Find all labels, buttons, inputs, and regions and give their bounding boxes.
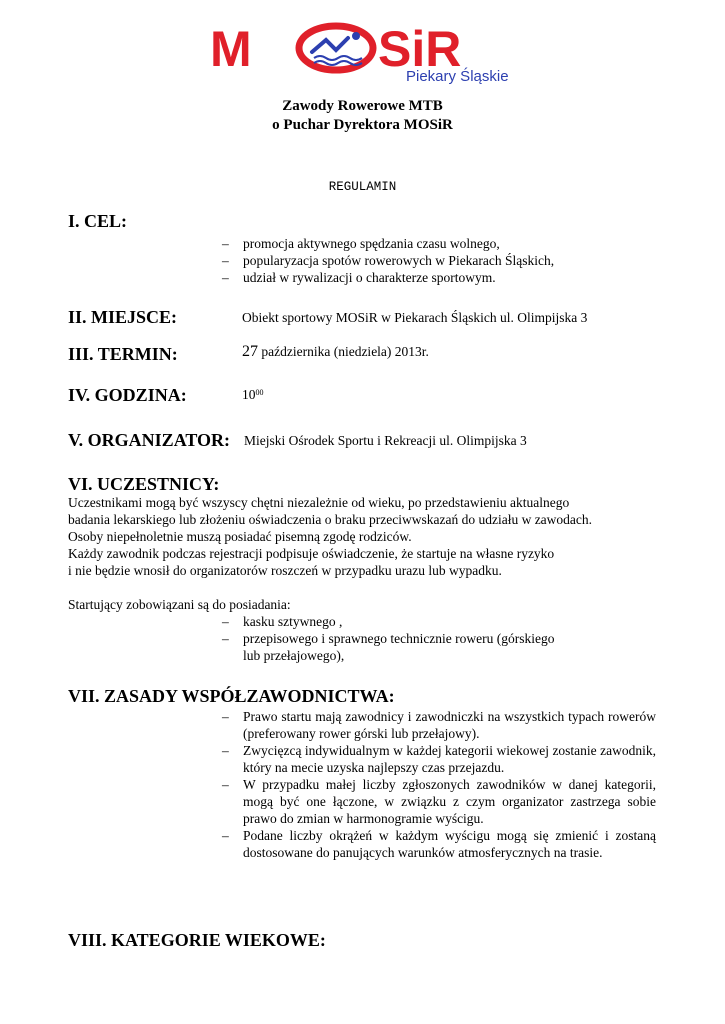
section-uczestnicy-heading: VI. UCZESTNICY: [68,474,220,494]
section-kategorie-heading: VIII. KATEGORIE WIEKOWE: [68,930,326,950]
zasady-list [222,708,656,861]
text-line: badania lekarskiego lub złożeniu oświadczenia o braku przeciwwskazań do udziału w zawodach. [68,512,593,527]
title-line-2: o Puchar Dyrektora MOSiR [272,117,453,133]
list-item: – Prawo startu mają zawodnicy i zawodniczki na wszystkich typach rowerów (preferowany rower górski lub przełajowy). [222,708,656,742]
startujacy-list [222,613,567,664]
section-godzina-heading: IV. GODZINA: [68,385,187,405]
godzina-value [242,386,264,403]
section-zasady-heading: VII. ZASADY WSPÓŁZAWODNICTWA: [68,686,395,706]
list-item: – W przypadku małej liczby zgłoszonych zawodników w danej kategorii, mogą być one łączone, w związku z czym organizator zastrzega sobie prawo do zmian w harmonogramie wyścigu. [222,776,656,827]
organizator-value: Miejski Ośrodek Sportu i Rekreacji ul. Olimpijska 3 [244,433,527,448]
section-miejsce-heading: II. MIEJSCE: [68,307,178,327]
document-title [0,97,725,135]
list-item: – udział w rywalizacji o charakterze sportowym. [222,269,554,286]
section-organizator-heading: V. ORGANIZATOR: [68,430,231,450]
section-termin-heading: III. TERMIN: [68,344,178,364]
list-item: – popularyzacja spotów rowerowych w Piekarach Śląskich, [222,252,554,269]
title-line-1: Zawody Rowerowe MTB [282,98,443,114]
startujacy-text: Startujący zobowiązani są do posiadania: [68,597,291,612]
regulamin-label: REGULAMIN [328,180,397,194]
list-item: – kasku sztywnego , [222,613,567,630]
section-cel-heading: I. CEL: [68,211,128,231]
logo-letters-sir: SiR [378,22,462,77]
mosir-logo-graphic [208,22,553,84]
text-line: Każdy zawodnik podczas rejestracji podpisuje oświadczenie, że startuje na własne ryzyko [68,546,555,561]
termin-day: 27 [242,343,258,360]
godzina-hour: 10 [242,387,256,402]
swimmer-icon [299,26,373,70]
godzina-minutes: 00 [255,388,264,397]
mosir-logo [208,22,553,84]
logo-subtitle: Piekary Śląskie [406,68,509,84]
list-item: – Zwycięzcą indywidualnym w każdej kategorii wiekowej zostanie zawodnik, który na mecie uzyska najlepszy czas przejazdu. [222,742,656,776]
text-line: Uczestnikami mogą być wszyscy chętni niezależnie od wieku, po przedstawieniu aktualnego [68,495,570,510]
cel-list [222,235,554,286]
termin-value [242,343,429,361]
termin-date: października (niedziela) 2013r. [261,344,429,359]
uczestnicy-text [68,494,668,579]
list-item: – promocja aktywnego spędzania czasu wolnego, [222,235,554,252]
text-line: i nie będzie wnosił do organizatorów roszczeń w przypadku urazu lub wypadku. [68,563,502,578]
miejsce-value: Obiekt sportowy MOSiR w Piekarach Śląskich ul. Olimpijska 3 [242,310,588,325]
text-line: Osoby niepełnoletnie muszą posiadać pisemną zgodę rodziców. [68,529,412,544]
list-item: – Podane liczby okrążeń w każdym wyścigu mogą się zmienić i zostaną dostosowane do panujących warunków atmosferycznych na trasie. [222,827,656,861]
logo-letter-m: M [210,22,252,77]
list-item: – przepisowego i sprawnego technicznie roweru (górskiego lub przełajowego), [222,630,567,664]
